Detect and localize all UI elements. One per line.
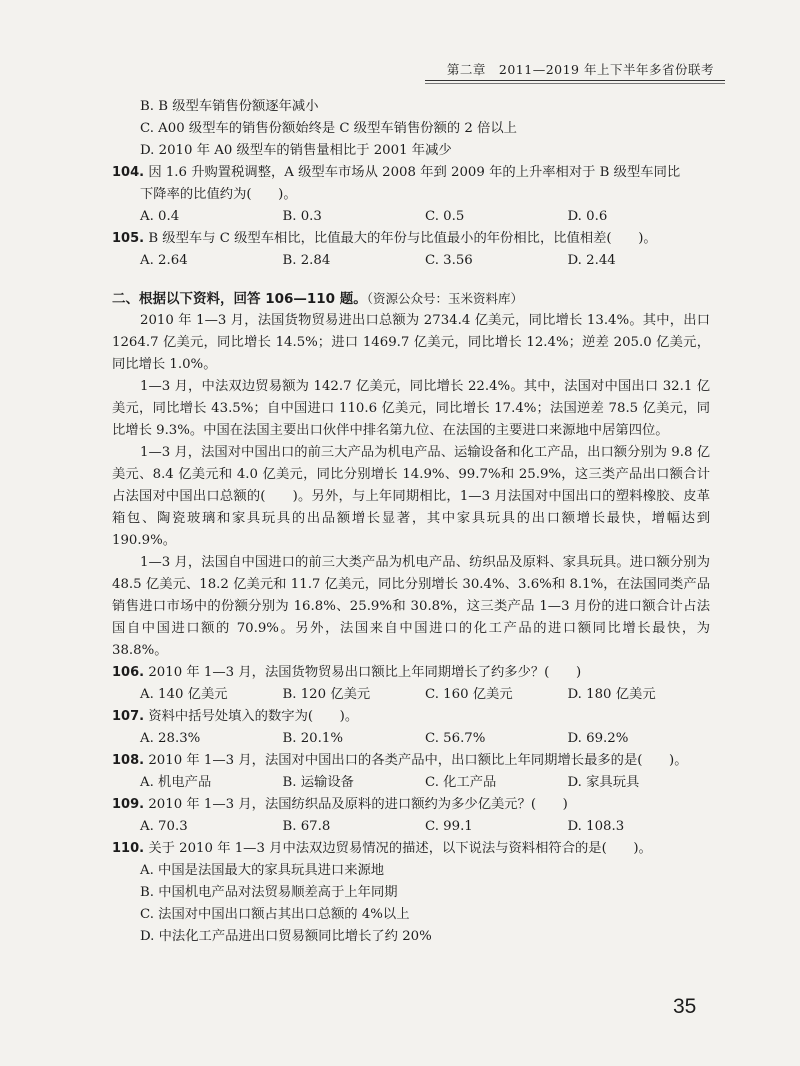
option-103-d: D. 2010 年 A0 级型车的销售量相比于 2001 年减少 [140,143,452,158]
option-d: D. 2.44 [567,253,616,268]
material-paragraph-3: 1—3 月，法国对中国出口的前三大产品为机电产品、运输设备和化工产品，出口额分别为 9.8 亿美元、8.4 亿美元和 4.0 亿美元，同比分别增长 14.9%、99.7%和 25.9%，这三类产品出口额合计占法国对中国出口总额的( )。另外，与上年同期相比，1—3 月法国对中国出口的塑料橡胶、皮革箱包、陶瓷玻璃和家具玩具的出品额增长显著，其中家具玩具的出口额增长最快，增幅达到 190.9%。 [112,445,710,548]
question-text: 2010 年 1—3 月，法国纺织品及原料的进口额约为多少亿美元？( ) [148,797,568,812]
question-105 [112,228,710,250]
option-d: D. 108.3 [567,819,625,834]
section-title: 二、根据以下资料，回答 106—110 题。 [112,291,367,307]
option-b: B. 0.3 [282,209,322,224]
question-number: 104. [112,165,145,180]
question-number: 108. [112,753,145,768]
option-c: C. 化工产品 [425,775,497,790]
option-103-b: B. B 级型车销售份额逐年减小 [140,99,319,114]
option-103-c: C. A00 级型车的销售份额始终是 C 级型车销售份额的 2 倍以上 [140,121,517,136]
page-content [112,96,710,948]
material-paragraph-2: 1—3 月，中法双边贸易额为 142.7 亿美元，同比增长 22.4%。其中，法国对中国出口 32.1 亿美元，同比增长 43.5%；自中国进口 110.6 亿美元，同比增长 17.4%；法国逆差 78.5 亿美元，同比增长 9.3%。中国在法国主要出口伙伴中排名第九位、在法国的主要进口来源地中居第四位。 [112,379,710,438]
page-number: 35 [673,995,697,1018]
question-text: 资料中括号处填入的数字为( )。 [148,709,359,724]
option-110-a: A. 中国是法国最大的家具玩具进口来源地 [140,863,385,878]
question-text: 关于 2010 年 1—3 月中法双边贸易情况的描述，以下说法与资料相符合的是( )。 [148,841,652,856]
material-paragraph-4: 1—3 月，法国自中国进口的前三大类产品为机电产品、纺织品及原料、家具玩具。进口额分别为 48.5 亿美元、18.2 亿美元和 11.7 亿美元，同比分别增长 30.4%、3.6%和 8.1%，在法国同类产品销售进口市场中的份额分别为 16.8%、25.9%和 30.8%，这三类产品 1—3 月份的进口额合计占法国自中国进口额的 70.9%。另外，法国来自中国进口的化工产品的进口额同比增长最快，为 38.8%。 [112,555,710,658]
question-108 [112,750,710,772]
option-b: B. 67.8 [282,819,331,834]
question-text-continued: 下降率的比值约为( )。 [140,187,297,202]
option-a: A. 机电产品 [140,775,212,790]
question-text: 2010 年 1—3 月，法国货物贸易出口额比上年同期增长了约多少？( ) [148,665,582,680]
option-a: A. 70.3 [140,819,188,834]
options-109 [112,816,710,838]
option-c: C. 160 亿美元 [425,687,513,702]
chapter-title: 第二章 2011—2019 年上下半年多省份联考 [446,62,714,77]
option-a: A. 28.3% [140,731,201,746]
option-a: A. 140 亿美元 [140,687,228,702]
option-a: A. 0.4 [140,209,180,224]
options-104 [112,206,710,228]
page-header [0,0,800,84]
option-d: D. 180 亿美元 [567,687,656,702]
question-number: 110. [112,841,145,856]
option-c: C. 3.56 [425,253,473,268]
header-rule [425,80,725,81]
header-rule-secondary [425,83,725,84]
option-110-d: D. 中法化工产品进出口贸易额同比增长了约 20% [140,929,432,944]
options-107 [112,728,710,750]
option-b: B. 运输设备 [282,775,354,790]
question-110 [112,838,710,860]
question-104 [112,162,710,206]
question-107 [112,706,710,728]
material-paragraph-1: 2010 年 1—3 月，法国货物贸易进出口总额为 2734.4 亿美元，同比增长 13.4%。其中，出口 1264.7 亿美元，同比增长 14.5%；进口 1469.7 亿美元，同比增长 12.4%；逆差 205.0 亿美元，同比增长 1.0%。 [112,313,710,372]
question-number: 105. [112,231,145,246]
question-number: 109. [112,797,145,812]
option-b: B. 20.1% [282,731,343,746]
question-106 [112,662,710,684]
options-105 [112,250,710,272]
question-number: 106. [112,665,145,680]
option-b: B. 2.84 [282,253,331,268]
option-110-b: B. 中国机电产品对法贸易顺差高于上年同期 [140,885,398,900]
question-text: 因 1.6 升购置税调整，A 级型车市场从 2008 年到 2009 年的上升率相对于 B 级型车同比 [148,165,681,180]
option-d: D. 家具玩具 [567,775,640,790]
option-110-c: C. 法国对中国出口额占其出口总额的 4%以上 [140,907,410,922]
options-108 [112,772,710,794]
section-source: （资源公众号：玉米资料库） [366,291,524,306]
option-c: C. 56.7% [425,731,486,746]
options-106 [112,684,710,706]
question-109 [112,794,710,816]
option-d: D. 69.2% [567,731,629,746]
option-c: C. 99.1 [425,819,473,834]
section-heading [112,288,710,310]
option-c: C. 0.5 [425,209,465,224]
question-number: 107. [112,709,145,724]
option-b: B. 120 亿美元 [282,687,371,702]
option-d: D. 0.6 [567,209,608,224]
question-text: B 级型车与 C 级型车相比，比值最大的年份与比值最小的年份相比，比值相差( )。 [148,231,657,246]
question-text: 2010 年 1—3 月，法国对中国出口的各类产品中，出口额比上年同期增长最多的是( )。 [148,753,688,768]
option-a: A. 2.64 [140,253,188,268]
